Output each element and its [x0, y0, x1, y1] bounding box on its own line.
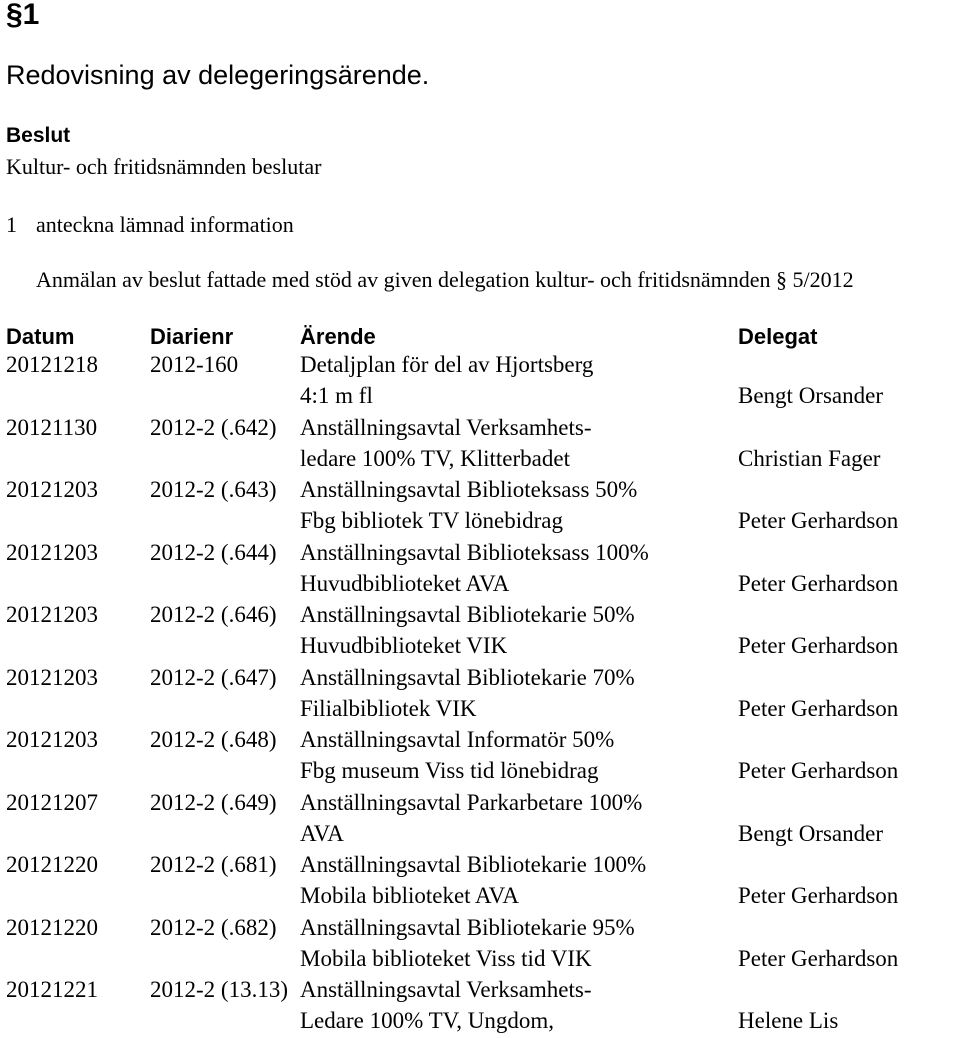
cell-arende-line2: 4:1 m fl	[300, 383, 373, 408]
cell-datum: 20121130	[6, 414, 98, 440]
cell-arende-line2: Ledare 100% TV, Ungdom,	[300, 1008, 555, 1033]
cell-delegat: Helene Lis	[738, 1008, 839, 1033]
cell-delegat: Peter Gerhardson	[738, 633, 899, 658]
cell-arende-line2: Huvudbiblioteket VIK	[300, 633, 508, 658]
cell-arende-line2: Huvudbiblioteket AVA	[300, 570, 510, 596]
cell-delegat: Peter Gerhardson	[738, 508, 899, 533]
cell-diarienr: 2012-2 (.682)	[150, 914, 277, 940]
beslut-heading: Beslut	[6, 124, 71, 147]
cell-delegat: Bengt Orsander	[738, 383, 883, 408]
cell-arende-line2: Fbg museum Viss tid lönebidrag	[300, 758, 599, 783]
cell-diarienr: 2012-2 (.648)	[150, 727, 277, 752]
cell-datum: 20121218	[6, 352, 98, 377]
cell-arende-line1: Anställningsavtal Biblioteksass 50%	[300, 477, 638, 502]
header-delegat: Delegat	[738, 324, 818, 349]
cell-diarienr: 2012-2 (.649)	[150, 789, 277, 815]
point-text: anteckna lämnad information	[36, 212, 294, 237]
cell-diarienr: 2012-2 (.642)	[150, 414, 277, 440]
cell-datum: 20121220	[6, 914, 98, 940]
cell-arende-line1: Anställningsavtal Bibliotekarie 50%	[300, 602, 635, 627]
cell-arende-line2: AVA	[300, 820, 344, 846]
cell-arende-line1: Anställningsavtal Parkarbetare 100%	[300, 789, 643, 815]
cell-diarienr: 2012-2 (.643)	[150, 477, 277, 502]
cell-arende-line1: Anställningsavtal Biblioteksass 100%	[300, 539, 649, 565]
cell-datum: 20121203	[6, 727, 98, 752]
cell-datum: 20121203	[6, 477, 98, 502]
cell-datum: 20121207	[6, 789, 98, 815]
cell-arende-line2: Fbg bibliotek TV lönebidrag	[300, 508, 563, 533]
document-title: Redovisning av delegeringsärende.	[6, 60, 430, 90]
cell-arende-line1: Anställningsavtal Bibliotekarie 100%	[300, 852, 647, 877]
cell-diarienr: 2012-2 (.646)	[150, 602, 277, 627]
cell-delegat: Peter Gerhardson	[738, 570, 899, 596]
cell-arende-line1: Anställningsavtal Verksamhets-	[300, 414, 592, 440]
header-diarienr: Diarienr	[150, 324, 234, 349]
point-number: 1	[6, 212, 17, 237]
cell-delegat: Peter Gerhardson	[738, 883, 899, 908]
cell-datum: 20121220	[6, 852, 98, 877]
cell-diarienr: 2012-2 (.681)	[150, 852, 277, 877]
header-arende: Ärende	[300, 324, 376, 349]
cell-diarienr: 2012-160	[150, 352, 239, 377]
cell-arende-line2: Filialbibliotek VIK	[300, 695, 477, 721]
cell-arende-line1: Anställningsavtal Bibliotekarie 95%	[300, 914, 635, 940]
cell-datum: 20121203	[6, 602, 98, 627]
cell-diarienr: 2012-2 (.644)	[150, 539, 277, 565]
cell-arende-line1: Anställningsavtal Bibliotekarie 70%	[300, 664, 635, 690]
cell-arende-line1: Anställningsavtal Informatör 50%	[300, 727, 615, 752]
paragraph-number: §1	[6, 0, 40, 31]
cell-arende-line2: ledare 100% TV, Klitterbadet	[300, 445, 570, 471]
cell-datum: 20121203	[6, 539, 98, 565]
cell-delegat: Peter Gerhardson	[738, 695, 899, 721]
cell-diarienr: 2012-2 (13.13)	[150, 977, 288, 1002]
cell-delegat: Christian Fager	[738, 445, 881, 471]
beslut-text: Kultur- och fritidsnämnden beslutar	[6, 154, 322, 179]
cell-arende-line2: Mobila biblioteket Viss tid VIK	[300, 945, 592, 971]
header-datum: Datum	[6, 324, 75, 349]
cell-arende-line2: Mobila biblioteket AVA	[300, 883, 519, 908]
announcement-text: Anmälan av beslut fattade med stöd av given delegation kultur- och fritidsnämnden § 5/2012	[36, 267, 854, 292]
cell-delegat: Peter Gerhardson	[738, 945, 899, 971]
cell-datum: 20121203	[6, 664, 98, 690]
cell-delegat: Peter Gerhardson	[738, 758, 899, 783]
cell-datum: 20121221	[6, 977, 98, 1002]
cell-arende-line1: Detaljplan för del av Hjortsberg	[300, 352, 594, 377]
cell-delegat: Bengt Orsander	[738, 820, 883, 846]
cell-diarienr: 2012-2 (.647)	[150, 664, 277, 690]
cell-arende-line1: Anställningsavtal Verksamhets-	[300, 977, 592, 1002]
